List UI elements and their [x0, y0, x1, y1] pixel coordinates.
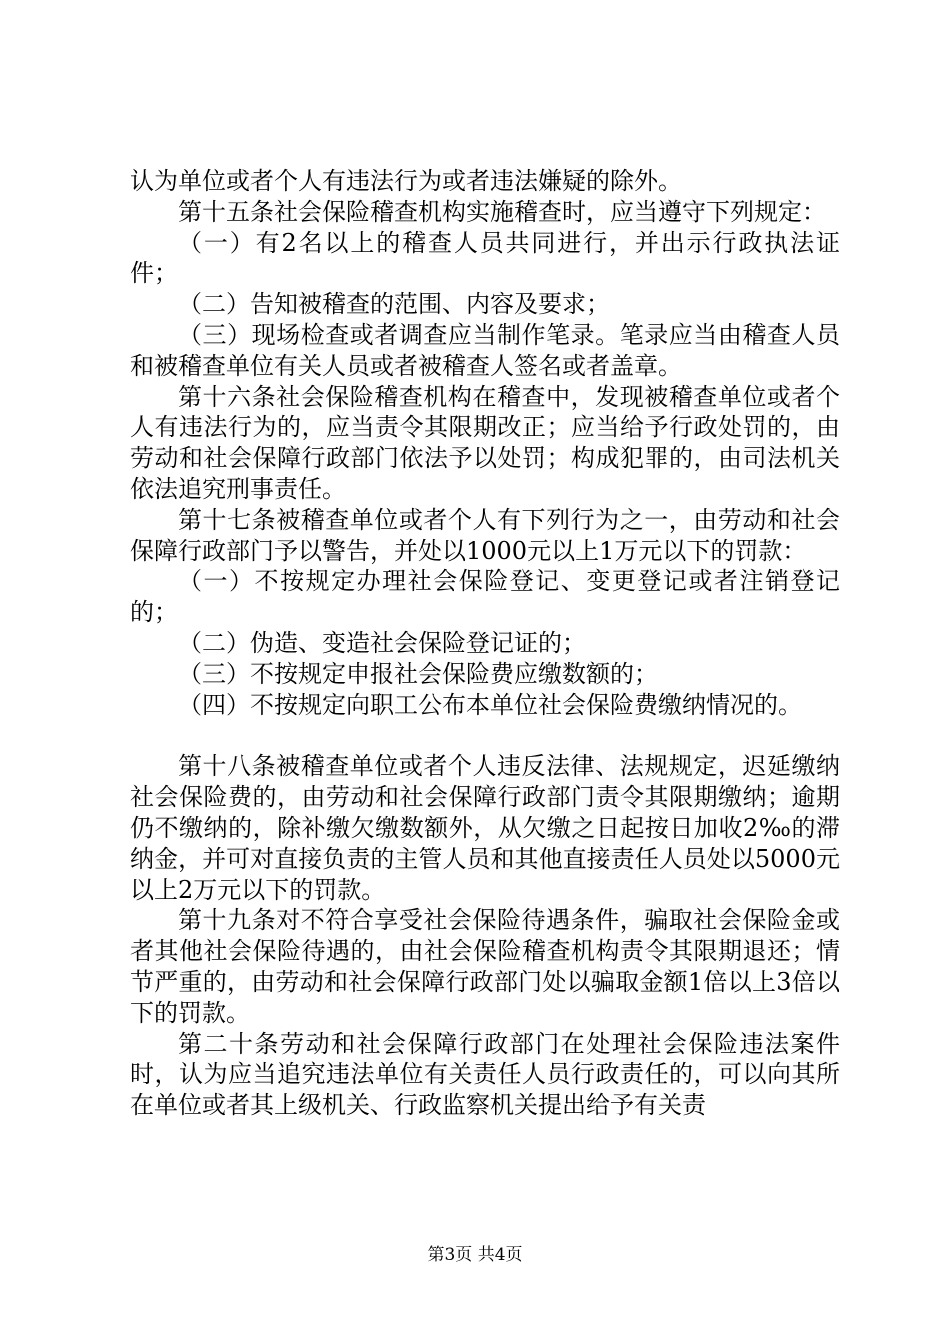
article-17-item-1: （一）不按规定办理社会保险登记、变更登记或者注销登记的； [130, 567, 840, 627]
article-15-item-1: （一）有2名以上的稽查人员共同进行，并出示行政执法证件； [130, 228, 840, 288]
paragraph-continuation: 认为单位或者个人有违法行为或者违法嫌疑的除外。 [130, 167, 682, 195]
article-19: 第十九条对不符合享受社会保险待遇条件，骗取社会保险金或者其他社会保险待遇的，由社会保险稽查机构责令其限期退还；情节严重的，由劳动和社会保障行政部门处以骗取金额1倍以上3倍以下的罚款。 [130, 906, 840, 1027]
article-17: 第十七条被稽查单位或者个人有下列行为之一，由劳动和社会保障行政部门予以警告，并处以1000元以上1万元以下的罚款： [130, 505, 840, 565]
article-15-item-3: （三）现场检查或者调查应当制作笔录。笔录应当由稽查人员和被稽查单位有关人员或者被稽查人签名或者盖章。 [130, 320, 840, 380]
page-footer [0, 1240, 950, 1265]
article-16: 第十六条社会保险稽查机构在稽查中，发现被稽查单位或者个人有违法行为的，应当责令其限期改正；应当给予行政处罚的，由劳动和社会保障行政部门依法予以处罚；构成犯罪的，由司法机关依法追究刑事责任。 [130, 382, 840, 503]
article-15-item-2: （二）告知被稽查的范围、内容及要求； [178, 290, 610, 319]
article-18: 第十八条被稽查单位或者个人违反法律、法规规定，迟延缴纳社会保险费的，由劳动和社会保障行政部门责令其限期缴纳；逾期仍不缴纳的，除补缴欠缴数额外，从欠缴之日起按日加收2‰的滞纳金，并可对直接负责的主管人员和其他直接责任人员处以5000元以上2万元以下的罚款。 [130, 752, 840, 904]
article-17-item-2: （二）伪造、变造社会保险登记证的； [178, 628, 586, 657]
article-17-item-4: （四）不按规定向职工公布本单位社会保险费缴纳情况的。 [178, 690, 802, 719]
page-number-label: 第3页 共4页 [427, 1245, 523, 1265]
article-17-item-3: （三）不按规定申报社会保险费应缴数额的； [178, 659, 658, 688]
document-body [130, 166, 840, 1121]
article-20: 第二十条劳动和社会保障行政部门在处理社会保险违法案件时，认为应当追究违法单位有关责任人员行政责任的，可以向其所在单位或者其上级机关、行政监察机关提出给予有关责 [130, 1029, 840, 1120]
article-15: 第十五条社会保险稽查机构实施稽查时，应当遵守下列规定： [178, 197, 826, 226]
